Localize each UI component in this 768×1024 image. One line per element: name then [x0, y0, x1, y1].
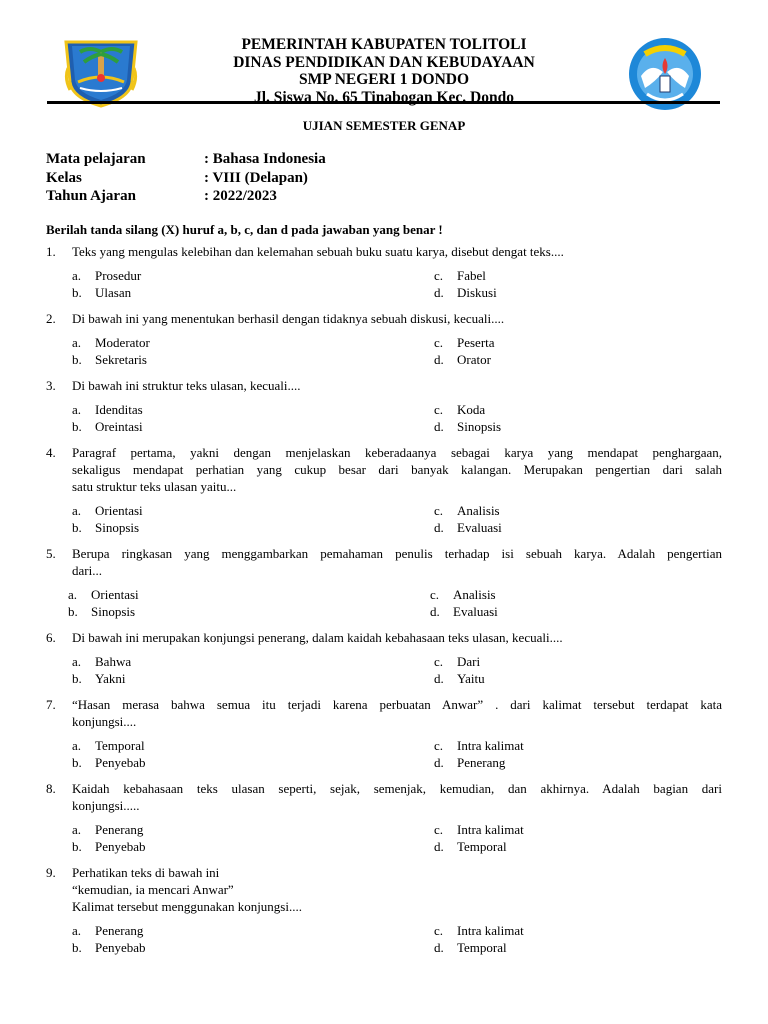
- question-number: 6.: [46, 630, 56, 645]
- option-text: Temporal: [457, 838, 507, 854]
- question-text-line: Paragraf pertama, yakni dengan menjelaskan keberadaanya sebagai karya yang mendapat penghargaan,: [72, 445, 722, 460]
- meta-key: Tahun Ajaran: [46, 188, 136, 204]
- letterhead: [150, 36, 618, 106]
- option-text: Diskusi: [457, 284, 497, 300]
- option-letter: b.: [72, 519, 82, 535]
- option-text: Sekretaris: [95, 351, 147, 367]
- answer-option: [434, 503, 722, 520]
- option-text: Dari: [457, 654, 481, 669]
- option-text: Temporal: [95, 738, 145, 753]
- option-letter: a.: [72, 268, 82, 283]
- question-number: 2.: [46, 311, 56, 326]
- option-text: Sinopsis: [95, 519, 140, 535]
- answer-options: [46, 587, 722, 620]
- option-letter: a.: [72, 738, 82, 753]
- answer-option: [72, 738, 434, 755]
- option-letter: a.: [72, 923, 82, 938]
- answer-options: [46, 335, 722, 368]
- meta-value: : 2022/2023: [204, 188, 277, 204]
- answer-option: [72, 268, 434, 285]
- option-letter: d.: [430, 603, 440, 619]
- question-number: 5.: [46, 546, 56, 561]
- question-text-line: Teks yang mengulas kelebihan dan kelemahan sebuah buku suatu karya, disebut dengat teks....: [72, 244, 564, 259]
- option-text: Evaluasi: [457, 519, 502, 535]
- option-letter: b.: [72, 670, 82, 686]
- option-letter: b.: [72, 351, 82, 367]
- meta-value: : VIII (Delapan): [204, 169, 308, 186]
- question-item: [46, 696, 722, 771]
- question-text-line: “Hasan merasa bahwa semua itu terjadi karena perbuatan Anwar” . dari kalimat tersebut terdapat kata: [72, 697, 722, 712]
- answer-option: [434, 738, 722, 755]
- option-text: Ulasan: [95, 284, 132, 300]
- question-text: [72, 696, 722, 730]
- question-item: [46, 864, 722, 956]
- option-letter: c.: [434, 923, 444, 938]
- option-letter: d.: [434, 939, 444, 955]
- answer-option: [430, 604, 722, 621]
- question-item: [46, 444, 722, 536]
- question-stem: [46, 444, 722, 495]
- option-letter: a.: [72, 654, 82, 669]
- answer-option: [434, 654, 722, 671]
- answer-option: [434, 839, 722, 856]
- option-letter: c.: [434, 654, 444, 669]
- question-text-line: Di bawah ini yang menentukan berhasil dengan tidaknya sebuah diskusi, kecuali....: [72, 311, 505, 326]
- option-letter: b.: [72, 838, 82, 854]
- option-text: Orator: [457, 351, 491, 367]
- option-letter: d.: [434, 670, 444, 686]
- answer-option: [72, 285, 434, 302]
- regency-emblem-icon: [60, 38, 142, 108]
- question-item: [46, 780, 722, 855]
- question-list: [46, 243, 722, 965]
- option-text: Yakni: [95, 670, 126, 686]
- question-stem: [46, 696, 722, 730]
- option-text: Analisis: [453, 587, 496, 602]
- answer-option: [72, 654, 434, 671]
- question-item: [46, 243, 722, 301]
- option-letter: a.: [72, 822, 82, 837]
- exam-title: UJIAN SEMESTER GENAP: [302, 118, 466, 133]
- question-stem: [46, 864, 722, 915]
- question-text-line: Kaidah kebahasaan teks ulasan seperti, sejak, semenjak, kemudian, dan akhirnya. Adalah bagian dari: [72, 781, 722, 796]
- option-letter: b.: [72, 418, 82, 434]
- answer-options: [46, 503, 722, 536]
- meta-key: Kelas: [46, 169, 82, 186]
- option-letter: d.: [434, 838, 444, 854]
- question-text-line: Berupa ringkasan yang menggambarkan pemahaman penulis terhadap isi sebuah karya. Adalah pengertian: [72, 546, 722, 561]
- answer-option: [434, 755, 722, 772]
- option-text: Yaitu: [457, 670, 485, 686]
- option-letter: c.: [434, 268, 444, 283]
- meta-row-subject: [46, 150, 326, 169]
- option-letter: c.: [434, 335, 444, 350]
- answer-option: [72, 839, 434, 856]
- letterhead-line-2: DINAS PENDIDIKAN DAN KEBUDAYAAN: [233, 53, 535, 71]
- option-text: Penyebab: [95, 939, 146, 955]
- option-text: Penerang: [95, 822, 144, 837]
- meta-row-year: [46, 187, 326, 206]
- option-letter: c.: [430, 587, 440, 602]
- option-letter: b.: [68, 603, 78, 619]
- option-letter: d.: [434, 284, 444, 300]
- answer-option: [68, 604, 430, 621]
- option-letter: d.: [434, 418, 444, 434]
- letterhead-line-4: Jl. Siswa No. 65 Tinabogan Kec. Dondo: [254, 88, 514, 106]
- answer-option: [72, 503, 434, 520]
- question-stem: [46, 243, 722, 260]
- answer-option: [434, 822, 722, 839]
- letterhead-divider: [47, 101, 720, 104]
- option-letter: d.: [434, 754, 444, 770]
- option-letter: c.: [434, 503, 444, 518]
- question-text-line: konjungsi.....: [72, 798, 140, 813]
- question-text-line: sekaligus mendapat perhatian yang cukup besar dari banyak kalangan. Merupakan pengertian dari salah: [72, 462, 722, 477]
- option-text: Penerang: [95, 923, 144, 938]
- answer-options: [46, 822, 722, 855]
- question-item: [46, 629, 722, 687]
- answer-option: [72, 419, 434, 436]
- option-letter: c.: [434, 822, 444, 837]
- question-number: 3.: [46, 378, 56, 393]
- answer-option: [72, 352, 434, 369]
- question-number: 7.: [46, 697, 56, 712]
- question-stem: [46, 780, 722, 814]
- option-letter: d.: [434, 351, 444, 367]
- answer-options: [46, 268, 722, 301]
- answer-option: [434, 285, 722, 302]
- answer-option: [434, 402, 722, 419]
- meta-key: Mata pelajaran: [46, 151, 146, 167]
- answer-option: [68, 587, 430, 604]
- question-text-line: Di bawah ini merupakan konjungsi penerang, dalam kaidah kebahasaan teks ulasan, kecuali....: [72, 630, 563, 645]
- question-text: [72, 864, 722, 915]
- option-text: Analisis: [457, 503, 500, 518]
- option-text: Temporal: [457, 939, 507, 955]
- option-text: Moderator: [95, 335, 150, 350]
- question-stem: [46, 545, 722, 579]
- option-text: Penyebab: [95, 754, 146, 770]
- option-letter: a.: [68, 587, 78, 602]
- question-text-line: Di bawah ini struktur teks ulasan, kecuali....: [72, 378, 301, 393]
- letterhead-line-1: PEMERINTAH KABUPATEN TOLITOLI: [241, 36, 527, 53]
- question-stem: [46, 377, 722, 394]
- instruction: Berilah tanda silang (X) huruf a, b, c, dan d pada jawaban yang benar !: [46, 222, 443, 237]
- answer-options: [46, 923, 722, 956]
- exam-meta: [46, 150, 326, 206]
- answer-options: [46, 738, 722, 771]
- option-text: Sinopsis: [91, 603, 136, 619]
- answer-options: [46, 654, 722, 687]
- question-stem: [46, 310, 722, 327]
- answer-options: [46, 402, 722, 435]
- question-text-line: Perhatikan teks di bawah ini: [72, 865, 220, 880]
- option-text: Fabel: [457, 268, 486, 283]
- question-text: [72, 545, 722, 579]
- question-text-line: “kemudian, ia mencari Anwar”: [72, 882, 234, 897]
- answer-option: [434, 923, 722, 940]
- option-letter: a.: [72, 402, 82, 417]
- option-letter: b.: [72, 939, 82, 955]
- question-number: 8.: [46, 781, 56, 796]
- option-text: Penerang: [457, 754, 506, 770]
- question-item: [46, 310, 722, 368]
- option-text: Prosedur: [95, 268, 142, 283]
- answer-option: [434, 352, 722, 369]
- question-text: [72, 377, 722, 394]
- answer-option: [72, 822, 434, 839]
- answer-option: [72, 940, 434, 957]
- option-text: Penyebab: [95, 838, 146, 854]
- option-text: Evaluasi: [453, 603, 498, 619]
- question-text-line: konjungsi....: [72, 714, 137, 729]
- question-text-line: dari...: [72, 563, 102, 578]
- answer-option: [434, 940, 722, 957]
- option-text: Intra kalimat: [457, 822, 524, 837]
- answer-option: [434, 520, 722, 537]
- answer-option: [72, 755, 434, 772]
- option-text: Sinopsis: [457, 418, 502, 434]
- question-text: [72, 243, 722, 260]
- question-item: [46, 545, 722, 620]
- option-letter: c.: [434, 738, 444, 753]
- answer-option: [72, 923, 434, 940]
- option-text: Koda: [457, 402, 486, 417]
- option-text: Intra kalimat: [457, 923, 524, 938]
- option-text: Orientasi: [91, 587, 139, 602]
- answer-option: [72, 520, 434, 537]
- option-text: Intra kalimat: [457, 738, 524, 753]
- answer-option: [434, 335, 722, 352]
- answer-option: [72, 402, 434, 419]
- question-text: [72, 310, 722, 327]
- meta-row-class: [46, 169, 326, 188]
- question-text: [72, 780, 722, 814]
- answer-option: [434, 419, 722, 436]
- letterhead-line-3: SMP NEGERI 1 DONDO: [298, 71, 470, 88]
- question-number: 4.: [46, 445, 56, 460]
- option-letter: a.: [72, 503, 82, 518]
- question-stem: [46, 629, 722, 646]
- option-letter: a.: [72, 335, 82, 350]
- answer-option: [434, 671, 722, 688]
- question-text-line: Kalimat tersebut menggunakan konjungsi....: [72, 899, 302, 914]
- option-text: Bahwa: [95, 654, 132, 669]
- answer-option: [72, 671, 434, 688]
- option-text: Peserta: [457, 335, 495, 350]
- question-item: [46, 377, 722, 435]
- option-text: Idenditas: [95, 402, 143, 417]
- question-text: [72, 444, 722, 495]
- meta-value: : Bahasa Indonesia: [204, 151, 326, 167]
- question-text-line: satu struktur teks ulasan yaitu...: [72, 479, 237, 494]
- option-text: Orientasi: [95, 503, 143, 518]
- option-letter: b.: [72, 284, 82, 300]
- answer-option: [430, 587, 722, 604]
- question-number: 9.: [46, 865, 56, 880]
- question-text: [72, 629, 722, 646]
- option-letter: b.: [72, 754, 82, 770]
- option-letter: d.: [434, 519, 444, 535]
- option-letter: c.: [434, 402, 444, 417]
- answer-option: [72, 335, 434, 352]
- question-number: 1.: [46, 244, 56, 259]
- option-text: Oreintasi: [95, 418, 143, 434]
- answer-option: [434, 268, 722, 285]
